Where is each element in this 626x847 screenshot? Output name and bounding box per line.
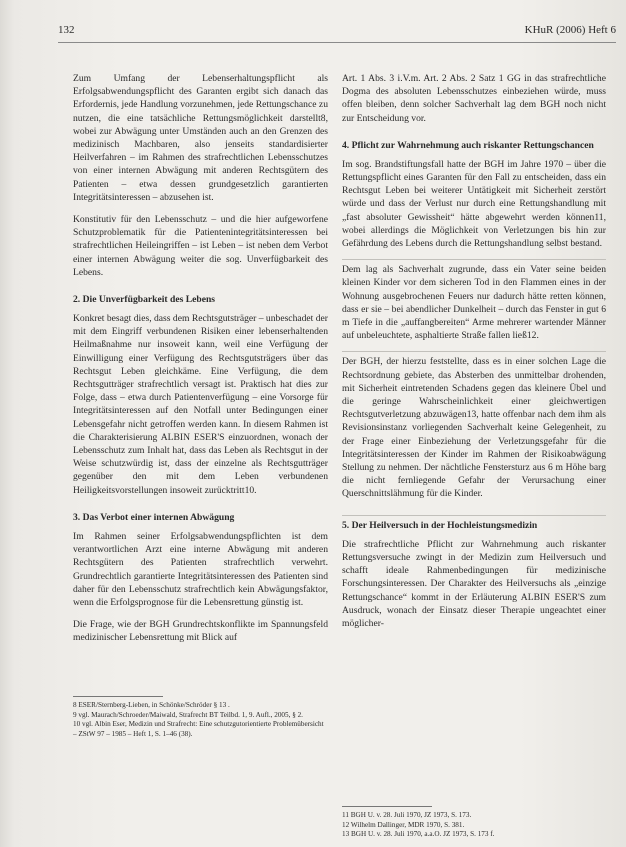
section-heading: 4. Pflicht zur Wahrnehmung auch riskanter Rettungschancen bbox=[342, 139, 594, 151]
paragraph: Im Rahmen seiner Erfolgsabwendungspflichten ist dem verantwortlichen Arzt eine interne Abwägung mit anderen Rechtsgütern des Patienten strafrechtlich verwehrt. Grundrechtlich garantierte Integritätsinteressen des Patienten sind daher für den Lebensschutz strafrechtlich kein Abwägungsfaktor, wenn die Erfolgsprognose für die Lebensrettung günstig ist. bbox=[73, 530, 328, 608]
footnote: 13 BGH U. v. 28. Juli 1970, a.a.O. JZ 1973, S. 173 f. bbox=[342, 830, 495, 839]
paragraph: Konkret besagt dies, dass dem Rechtsgutsträger – unbeschadet der mit dem Eingriff verbundenen Risiken einer lebenserhaltenden Heilmaßnahme nur insoweit kann, weil eine Verfügung der Einwilligung einer Verfügung des Rechtsgutsträgers über das Rechtsgut Leben gleichkäme. Eine Verfügung, die dem Rechtsgutträger strafrechtlich versagt ist. Praktisch hat dies zur Folge, dass – etwa durch Patientenverfügung – eine Vorsorge für Integritätsinteressen auf den Notfall unter Bedingungen einer Lebensgefahr nicht getroffen werden kann. In diesem Rahmen ist die Charakterisierung ALBIN ESER'S einzuordnen, wonach der Lebensschutz zum Inhalt hat, dass das Leben als Rechtsgut in der Weise schutzwürdig ist, dass der einzelne als Rechtsgutträger gegenüber den mit dem Leben verbundenen Heiligkeitsvorstellungen insoweit zurücktritt10. bbox=[73, 313, 328, 496]
left-footnotes bbox=[73, 690, 328, 739]
header-rule bbox=[58, 42, 616, 43]
page-number: 132 bbox=[58, 24, 75, 36]
footnote: 12 Wilhelm Dallinger, MDR 1970, S. 381. bbox=[342, 820, 465, 829]
paragraph: Art. 1 Abs. 3 i.V.m. Art. 2 Abs. 2 Satz 1 GG in das strafrechtliche Dogma des absoluten Lebensschutzes einbeziehen würde, muss offen bleiben, denn solcher Sachverhalt lag dem BGH noch nicht zur Entscheidung vor. bbox=[342, 73, 606, 124]
right-footnotes bbox=[342, 800, 606, 840]
paragraph: Der BGH, der hierzu feststellte, dass es in einer solchen Lage die Rechtsordnung gebiete, das Absterben des unmittelbar drohenden, mit Sicherheit eintretenden Schadens gegen das kleinere Übel und die geringe Wahrscheinlichkeit einer gleichwertigen Rechtsgutverletzung abzuwägen13, hatte offenbar nach dem ihm als Revisionsinstanz vorliegenden Sachverhalt keine Gelegenheit, zu der Frage einer Einbeziehung der Verletzungsgefahr für die Integritätsinteressen der Kinder im Rahmen der Risikoabwägung Stellung zu nehmen. Der nächtliche Fenstersturz aus 6 m Höhe barg die nicht fernliegende Gefahr der Verursachung einer Querschnittslähmung für die Kinder. bbox=[342, 351, 606, 500]
paragraph: Die strafrechtliche Pflicht zur Wahrnehmung auch riskanter Rettungsversuche zwingt in der Medizin zum Heilversuch und schafft ideale Rahmenbedingungen für medizinische Forschungsinteressen. Der Charakter des Heilversuchs als „einzige Rettungschance“ kommt in der Erläuterung ALBIN ESER'S zum Ausdruck, wonach der Einsatz dieser Therapie ungeachtet einer möglicher- bbox=[342, 538, 606, 629]
footnote: 9 vgl. Maurach/Schroeder/Maiwald, Strafrecht BT Teilbd. 1, 9. Aufl., 2005, § 2. bbox=[73, 710, 303, 719]
right-column bbox=[342, 72, 606, 639]
footnote: 8 ESER/Sternberg-Lieben, in Schönke/Schröder § 13 . bbox=[73, 701, 230, 709]
footnote-rule bbox=[342, 806, 432, 807]
footnote: 11 BGH U. v. 28. Juli 1970, JZ 1973, S. 173. bbox=[342, 811, 472, 819]
footnote: 10 vgl. Albin Eser, Medizin und Strafrecht: Eine schutzgutorientierte Problemübersicht – ZStW 97 – 1985 – Heft 1, S. 1–46 (38). bbox=[73, 720, 324, 738]
page-header bbox=[58, 24, 616, 40]
journal-title: KHuR (2006) Heft 6 bbox=[524, 24, 616, 36]
left-column bbox=[73, 72, 328, 654]
footnote-rule bbox=[73, 696, 163, 697]
section-heading: 2. Die Unverfügbarkeit des Lebens bbox=[73, 294, 216, 306]
paragraph: Im sog. Brandstiftungsfall hatte der BGH im Jahre 1970 – über die Rettungspflicht eines Garanten für den Fall zu entscheiden, dass ein Rechtsgut Leben bei weiterer Untätigkeit mit Sicherheit zerstört würde und dass der Verlust nur durch eine Rettungshandlung mit „fast absoluter Gewissheit“ hätte abgewehrt werden können11, wobei allerdings die Möglichkeit von Verletzungen bis hin zur Gefährdung des Lebens durch die Rettungshandlung selbst bestand. bbox=[342, 158, 606, 250]
paragraph: Dem lag als Sachverhalt zugrunde, dass ein Vater seine beiden kleinen Kinder vor dem sicheren Tod in den Flammen eines in der Wohnung ausgebrochenen Feuers nur dadurch hätte retten können, dass er sie – bei abendlicher Dunkelheit – durch das Fenster in gut 6 m Tiefe in die „auffangbereiten“ Arme mehrerer wartender Männer auf unbeleuchtete, asphaltierte Straße fallen ließ12. bbox=[342, 259, 606, 342]
paragraph: Konstitutiv für den Lebensschutz – und die hier aufgeworfene Schutzproblematik für die Patientenintegritätsinteressen bei strafrechtlichen Heileingriffen – ist Leben – ist neben dem Verbot einer internen Abwägung weiter die sog. Unverfügbarkeit des Lebens. bbox=[73, 214, 328, 278]
section-heading: 5. Der Heilversuch in der Hochleistungsmedizin bbox=[342, 515, 606, 532]
paragraph: Die Frage, wie der BGH Grundrechtskonflikte im Spannungsfeld medizinischer Lebensrettung mit Blick auf bbox=[73, 619, 328, 644]
paragraph: Zum Umfang der Lebenserhaltungspflicht als Erfolgsabwendungspflicht des Garanten ergibt sich danach das Erfordernis, jede Handlung vorzunehmen, jede Rettungschance zu nutzen, die eine tatsächliche Rettungsmöglichkeit darstellt8, wobei zur Abwägung unter Umständen auch an den Grenzen des medizinisch Machbaren, also jenseits standardisierter Heilverfahren – im Rahmen des strafrechtlichen Lebensschutzes von einer internen Abwägung mit anderen Rechtsgütern des Patienten – etwa dessen grundgesetzlich garantierten Integritätsinteressen – abzusehen ist. bbox=[73, 73, 328, 203]
section-heading: 3. Das Verbot einer internen Abwägung bbox=[73, 511, 235, 523]
